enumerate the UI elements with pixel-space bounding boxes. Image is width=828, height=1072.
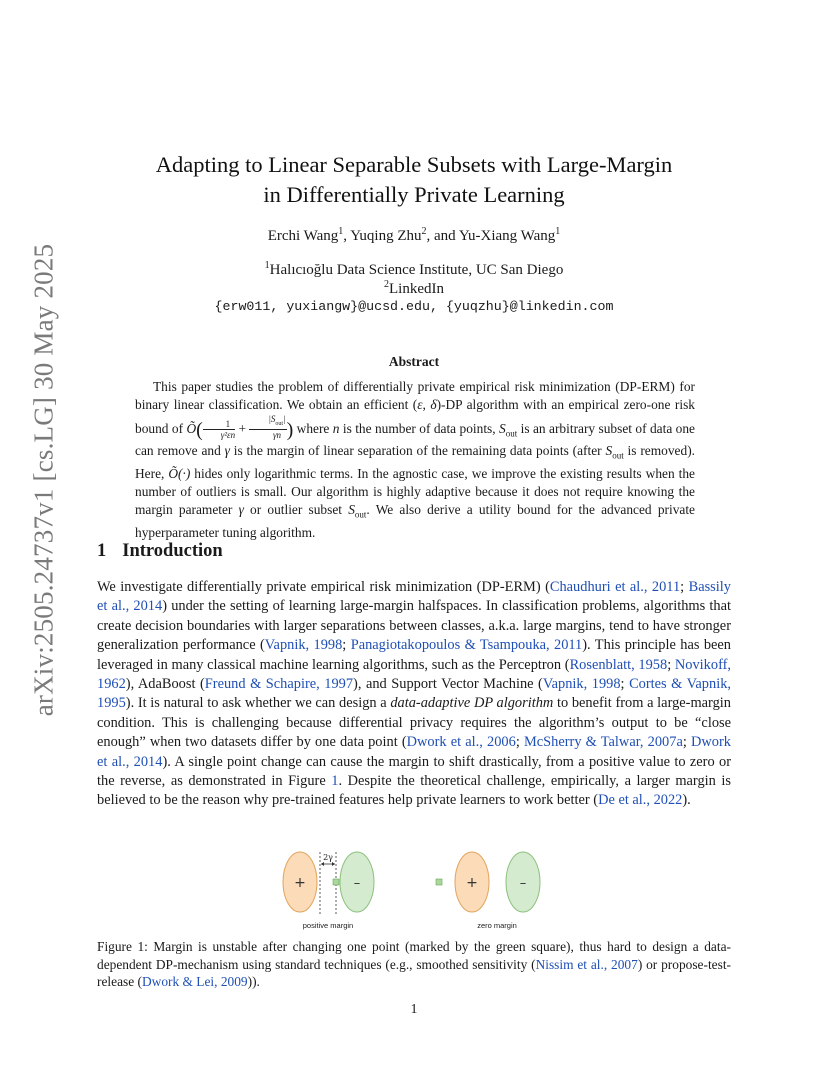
math-eps-delta: ε, δ [417, 397, 437, 412]
body-text: . Despite the theoretical challenge, empirically, a larger margin is believed to be the reason why pre-trained features help private learners to work better ( [97, 773, 731, 809]
math-out-sub: out [505, 428, 518, 439]
body-text: ; [667, 656, 675, 673]
body-text: ) under the setting of learning large-margin halfspaces. In classification problems, algorithms that create decision boundaries with larger separations between classes, a.k.a. large margins, tend to have stronger generalization performance ( [97, 598, 731, 654]
citation-link[interactable]: Chaudhuri et al., 2011 [549, 579, 681, 595]
emphasis-text: data-adaptive DP algorithm [390, 695, 554, 712]
affiliation-2-mark: 2 [384, 279, 389, 290]
math-n: n [332, 420, 340, 436]
body-text: ; [620, 676, 630, 693]
caption-text: ) or propose-test-release ( [97, 956, 732, 989]
citation-link[interactable]: Dwork et al., 2014 [97, 734, 731, 770]
citation-link[interactable]: McSherry & Talwar, 2007a [523, 734, 683, 751]
section-number: 1 [97, 541, 107, 561]
math-o-tilde-dot: Õ(·) [168, 466, 191, 482]
citation-link[interactable]: Vapnik, 1998 [542, 676, 621, 693]
affiliations [100, 261, 728, 299]
margin-gamma-label: 2γ [323, 853, 333, 862]
minus-label: – [519, 876, 527, 891]
citation-link[interactable]: Bassily et al., 2014 [97, 579, 731, 615]
frac1-denominator: γ²εn [220, 429, 236, 440]
section-heading [97, 541, 223, 562]
figure-1 [276, 846, 556, 936]
figure-reference-link[interactable]: 1 [331, 773, 339, 790]
author-2-affil: 2 [421, 226, 427, 237]
affiliation-1-mark: 1 [264, 260, 270, 271]
citation-link[interactable]: Novikoff, 1962 [97, 656, 731, 693]
abstract-body [135, 378, 695, 542]
citation-link[interactable]: Dwork & Lei, 2009 [141, 974, 248, 989]
body-text: ). [682, 792, 691, 809]
affiliation-2 [100, 280, 728, 299]
frac2-denominator: γn [272, 429, 282, 440]
abstract-text: is the margin of linear separation of the remaining data points (after [229, 443, 606, 459]
citation-link[interactable]: Dwork et al., 2006 [406, 734, 516, 751]
abstract-text: where [293, 420, 333, 436]
changed-point-square [333, 879, 339, 885]
abstract-text: )-DP algorithm with an empirical zero-one risk bound of [135, 397, 695, 436]
author-emails: {erw011, yuxiangw}@ucsd.edu, {yuqzhu}@linkedin.com [214, 299, 614, 314]
caption-text: Figure 1: Margin is unstable after changing one point (marked by the green square), thus hard to design a data-dependent DP-mechanism using standard techniques (e.g., smoothed sensitivity ( [97, 939, 731, 972]
section-title: Introduction [122, 541, 223, 561]
author-1: Erchi Wang [267, 228, 339, 244]
body-text: ), and Support Vector Machine ( [353, 676, 543, 693]
minus-label: – [353, 876, 361, 891]
abstract-text: is an arbitrary subset of data one can remove and [135, 420, 695, 459]
abstract-text: or outlier subset [243, 502, 349, 518]
frac2-num-sub: out [275, 420, 284, 427]
author-separator: , [343, 228, 351, 244]
frac2-num-text: |S [268, 414, 276, 424]
author-3: Yu-Xiang Wang [458, 228, 556, 244]
title-line-1: Adapting to Linear Separable Subsets with Large-Margin [155, 152, 673, 177]
zero-margin-caption: zero margin [477, 921, 517, 930]
body-text: ), AdaBoost ( [125, 676, 205, 693]
title-line-2: in Differentially Private Learning [263, 182, 565, 207]
author-list [100, 228, 728, 245]
citation-link[interactable]: Cortes & Vapnik, 1995 [97, 676, 731, 712]
abstract-text: is removed). Here, [135, 443, 695, 482]
margin-diagram [276, 846, 556, 936]
changed-point-square [436, 879, 442, 885]
math-gamma: γ [224, 443, 230, 459]
abstract-heading: Abstract [388, 354, 440, 369]
body-text: ; [682, 734, 691, 751]
body-text: ). It is natural to ask whether we can design a [125, 695, 391, 712]
math-out-sub: out [612, 451, 624, 462]
citation-link[interactable]: Rosenblatt, 1958 [569, 656, 668, 673]
frac2-numerator [249, 414, 286, 430]
math-s: S [605, 443, 613, 459]
abstract-text: This paper studies the problem of differentially private empirical risk minimization (DP-ERM) for binary linear classification. We obtain an efficient ( [135, 379, 695, 412]
frac2-num-end: | [283, 414, 286, 424]
abstract-text: hides only logarithmic terms. In the agnostic case, we improve the existing results when the number of outliers is small. Our algorithm is highly adaptive because it does not require knowing the margin parameter [135, 466, 696, 518]
math-out-sub: out [354, 509, 367, 520]
positive-margin-panel [283, 852, 374, 930]
body-text: ; [515, 734, 524, 751]
arxiv-identifier-text: arXiv:2505.24737v1 [cs.LG] 30 May 2025 [28, 243, 59, 717]
affiliation-1 [100, 261, 728, 280]
caption-text: )). [247, 974, 260, 989]
body-text: ; [342, 637, 351, 654]
body-text: to benefit from a large-margin condition. This is challenging because differential privacy requires the algorithm’s output to be “close enough” when two datasets differ by one data point ( [97, 695, 731, 751]
affiliation-2-text: LinkedIn [389, 281, 444, 297]
plus-label: + [466, 875, 478, 891]
abstract-text: is the number of data points, [339, 420, 500, 436]
math-s: S [348, 502, 355, 518]
figure-1-caption [97, 938, 731, 991]
introduction-paragraph [97, 578, 731, 811]
positive-margin-caption: positive margin [302, 921, 354, 930]
citation-link[interactable]: Nissim et al., 2007 [535, 956, 638, 972]
citation-link[interactable]: Panagiotakopoulos & Tsampouka, 2011 [350, 637, 583, 654]
author-2: Yuqing Zhu [350, 228, 422, 244]
author-3-affil: 1 [555, 226, 561, 237]
citation-link[interactable]: De et al., 2022 [598, 792, 683, 809]
body-text: ). A single point change can cause the margin to shift drastically, from a positive value to zero or the reverse, as demonstrated in Figure [97, 753, 732, 790]
math-o-tilde: Õ [186, 420, 197, 436]
page-number: 1 [410, 1002, 418, 1017]
paper-title [100, 150, 728, 210]
body-text: ; [680, 579, 689, 595]
frac1-numerator: 1 [203, 419, 235, 430]
risk-bound-formula: Õ( $\frac{1}{\text{γ²εn}}$ + $|S_{out}|$ γn ) [186, 414, 294, 441]
body-text: ). This principle has been leveraged in many classical machine learning algorithms, such as the Perceptron ( [97, 637, 731, 673]
author-separator: , and [426, 228, 459, 244]
abstract-text: . We also derive a utility bound for the advanced private hyperparameter tuning algorithm. [135, 502, 695, 540]
plus-label: + [294, 875, 306, 891]
math-gamma: γ [238, 502, 244, 518]
author-1-affil: 1 [338, 226, 344, 237]
zero-margin-panel [436, 852, 540, 930]
math-s: S [499, 420, 506, 436]
affiliation-1-text: Halıcıoğlu Data Science Institute, UC San Diego [269, 262, 564, 278]
citation-link[interactable]: Vapnik, 1998 [264, 637, 343, 654]
citation-link[interactable]: Freund & Schapire, 1997 [204, 676, 354, 693]
body-text: We investigate differentially private empirical risk minimization (DP-ERM) ( [97, 579, 550, 595]
